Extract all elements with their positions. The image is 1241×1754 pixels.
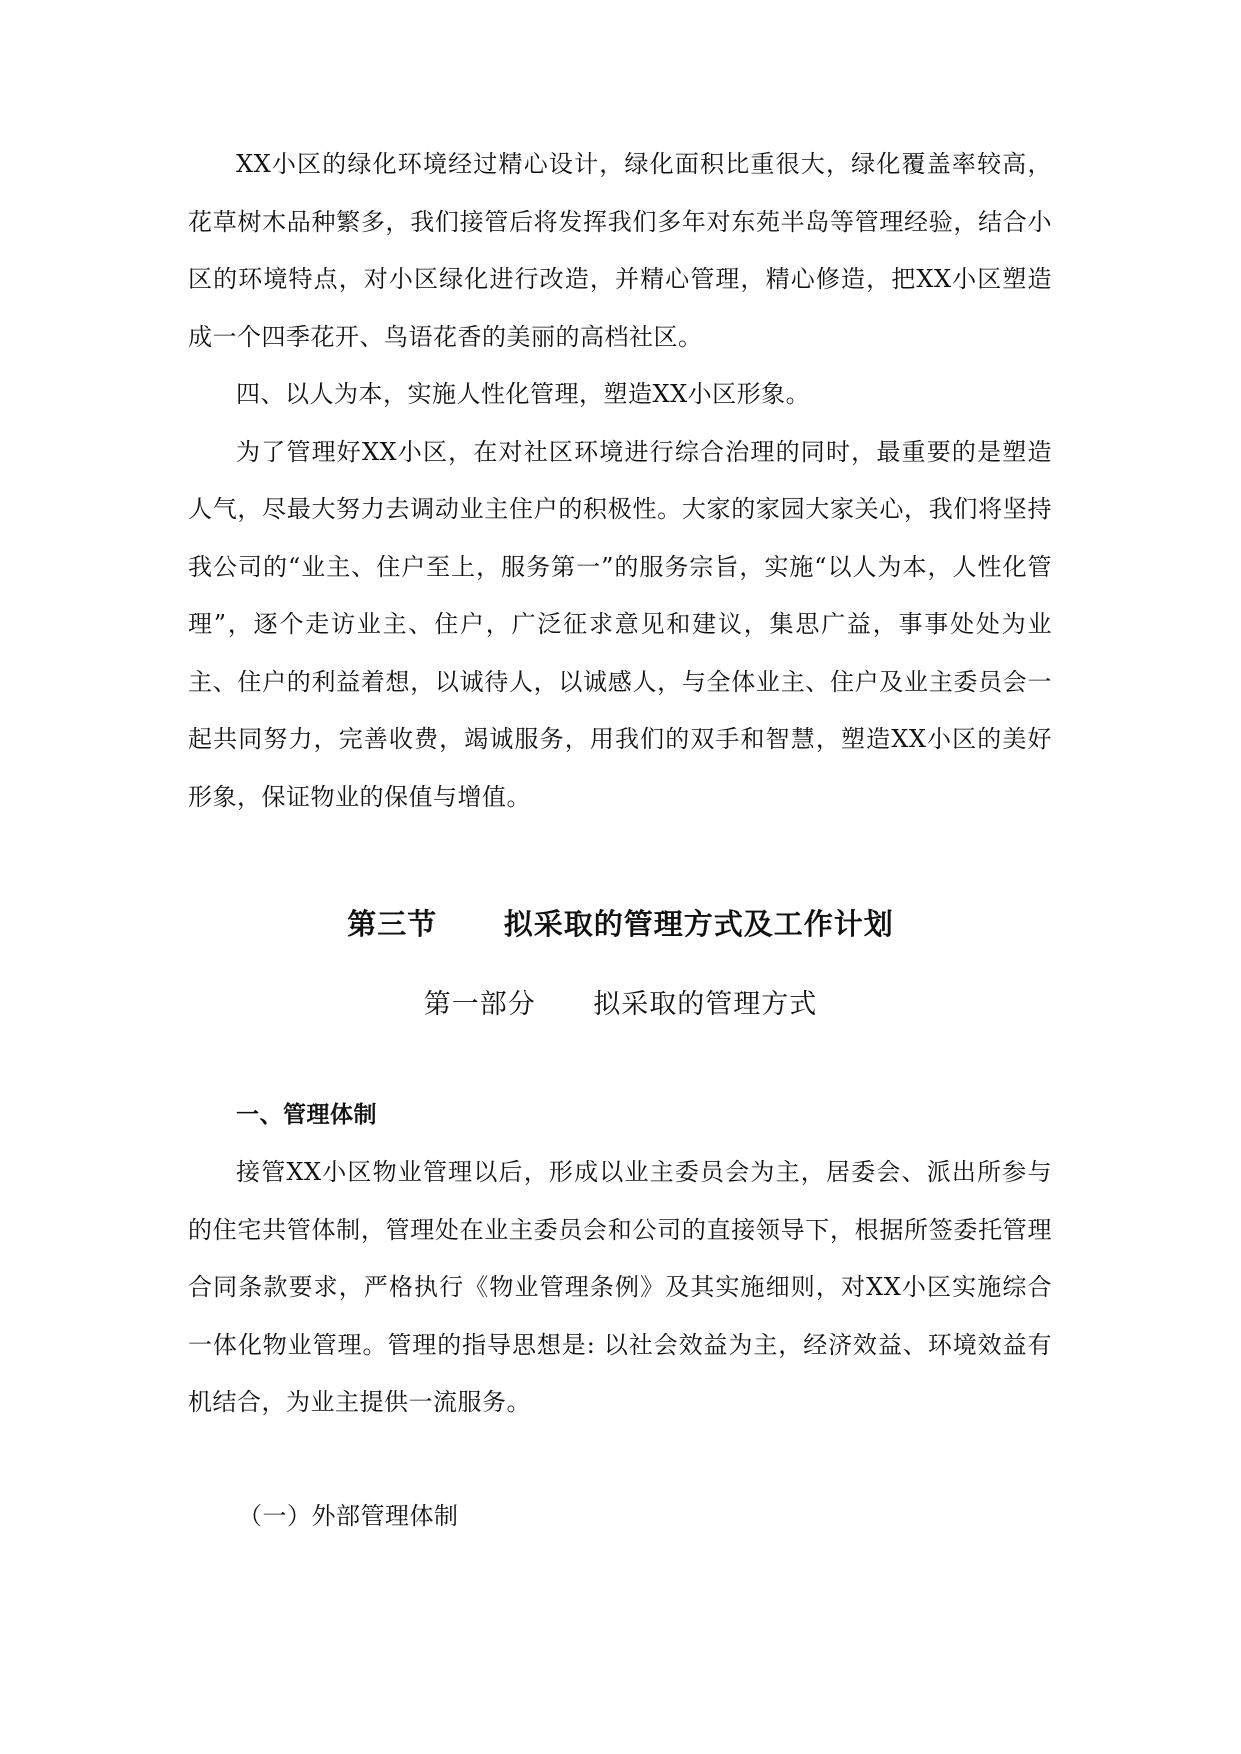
- section-title: 第三节 拟采取的管理方式及工作计划: [347, 907, 894, 941]
- paragraph-management-system: 接管XX小区物业管理以后，形成以业主委员会为主，居委会、派出所参与的住宅共管体制，管理处在业主委员会和公司的直接领导下，根据所签委托管理合同条款要求，严格执行《物业管理条例》及其实施细则，对XX小区实施综合一体化物业管理。管理的指导思想是: 以社会效益为主，经济效益、环境效益有机结合，为业主提供一流服务。: [188, 1158, 1052, 1416]
- management-body: [188, 1144, 1052, 1432]
- paragraph-people-oriented: 为了管理好XX小区，在对社区环境进行综合治理的同时，最重要的是塑造人气，尽最大努力去调动业主住户的积极性。大家的家园大家关心，我们将坚持我公司的“业主、住户至上，服务第一”的服务宗旨，实施“以人为本，人性化管理”，逐个走访业主、住户，广泛征求意见和建议，集思广益，事事处处为业主、住户的利益着想，以诚待人，以诚感人，与全体业主、住户及业主委员会一起共同努力，完善收费，竭诚服务，用我们的双手和智慧，塑造XX小区的美好形象，保证物业的保值与增值。: [188, 437, 1052, 811]
- subheading-external-management: （一）外部管理体制: [238, 1502, 459, 1530]
- intro-body: [188, 136, 1052, 826]
- part-title: 第一部分 拟采取的管理方式: [423, 989, 818, 1020]
- paragraph-greening: XX小区的绿化环境经过精心设计，绿化面积比重很大，绿化覆盖率较高，花草树木品种繁多，我们接管后将发挥我们多年对东苑半岛等管理经验，结合小区的环境特点，对小区绿化进行改造，并精心管理，精心修造，把XX小区塑造成一个四季花开、鸟语花香的美丽的高档社区。: [188, 150, 1052, 351]
- heading-management-system: 一、管理体制: [236, 1102, 377, 1128]
- paragraph-point-four: 四、以人为本，实施人性化管理，塑造XX小区形象。: [236, 380, 811, 408]
